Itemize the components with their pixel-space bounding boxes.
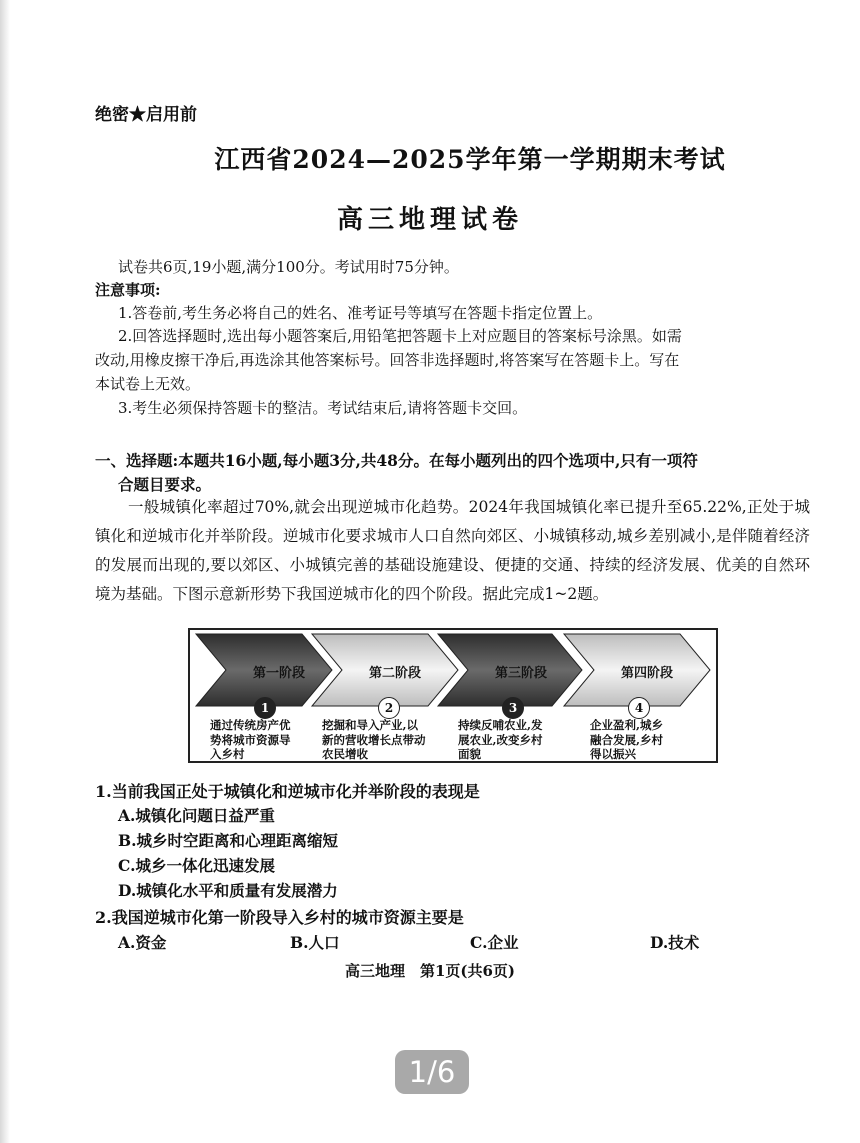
passage-text: 一般城镇化率超过70%,就会出现逆城市化趋势。2024年我国城镇化率已提升至65.22%,正处于城镇化和逆城市化并举阶段。逆城市化要求城市人口自然向郊区、小城镇移动,城乡差别减小,是伴随着经济的发展而出现的,要以郊区、小城镇完善的基础设施建设、便捷的交通、持续的经济发展、优美的自然环境为基础。下图示意新形势下我国逆城市化的四个阶段。据此完成1~2题。 [95, 498, 810, 603]
note-item-2-line-1: 2.回答选择题时,选出每小题答案后,用铅笔把答题卡上对应题目的答案标号涂黑。如需 [118, 327, 682, 345]
stage-3-number: 3 [502, 697, 524, 719]
page-indicator[interactable]: 1/6 [395, 1050, 469, 1094]
question-1-option-c: C.城乡一体化迅速发展 [118, 856, 275, 875]
stage-3-description: 持续反哺农业,发 展农业,改变乡村 面貌 [458, 718, 543, 761]
question-2-option-c: C.企业 [470, 933, 519, 952]
stage-2-description: 挖掘和导入产业,以 新的营收增长点带动 农民增收 [322, 718, 426, 761]
note-item-3: 3.考生必须保持答题卡的整洁。考试结束后,请将答题卡交回。 [118, 399, 528, 417]
stage-1-description: 通过传统房产优 势将城市资源导 入乡村 [210, 718, 291, 761]
secret-label: 绝密★启用前 [95, 105, 197, 125]
intro-text: 试卷共6页,19小题,满分100分。考试用时75分钟。 [118, 258, 459, 276]
stage-1-number: 1 [254, 697, 276, 719]
stages-diagram [188, 628, 718, 763]
question-2-option-a: A.资金 [118, 933, 167, 952]
stage-2-label: 第二阶段 [368, 666, 421, 681]
question-1-option-a: A.城镇化问题日益严重 [118, 806, 275, 825]
stage-2-number: 2 [378, 697, 400, 719]
question-2-option-b: B.人口 [290, 933, 340, 952]
question-1-stem: 1.当前我国正处于城镇化和逆城市化并举阶段的表现是 [95, 782, 480, 801]
stage-4-number: 4 [628, 697, 650, 719]
exam-title: 江西省2024—2025学年第一学期期末考试 [214, 145, 726, 174]
note-item-2-line-3: 本试卷上无效。 [95, 375, 201, 393]
stage-4-label: 第四阶段 [620, 666, 673, 681]
question-1-option-b: B.城乡时空距离和心理距离缩短 [118, 831, 338, 850]
note-item-2-line-2: 改动,用橡皮擦干净后,再选涂其他答案标号。回答非选择题时,将答案写在答题卡上。写在 [95, 351, 680, 369]
question-2-stem: 2.我国逆城市化第一阶段导入乡村的城市资源主要是 [95, 908, 464, 927]
question-2-option-d: D.技术 [650, 933, 700, 952]
note-item-1: 1.答卷前,考生务必将自己的姓名、准考证号等填写在答题卡指定位置上。 [118, 304, 603, 322]
stage-4-description: 企业盈利,城乡 融合发展,乡村 得以振兴 [590, 718, 664, 761]
section-heading-line-2: 合题目要求。 [118, 475, 212, 494]
section-heading-line-1: 一、选择题:本题共16小题,每小题3分,共48分。在每小题列出的四个选项中,只有一项符 [95, 451, 698, 470]
notes-heading: 注意事项: [95, 281, 161, 299]
paper-title: 高三地理试卷 [336, 205, 523, 235]
stage-3-label: 第三阶段 [494, 666, 547, 681]
question-1-option-d: D.城镇化水平和质量有发展潜力 [118, 881, 338, 900]
stage-1-label: 第一阶段 [252, 666, 305, 681]
page-footer: 高三地理 第1页(共6页) [344, 962, 516, 980]
